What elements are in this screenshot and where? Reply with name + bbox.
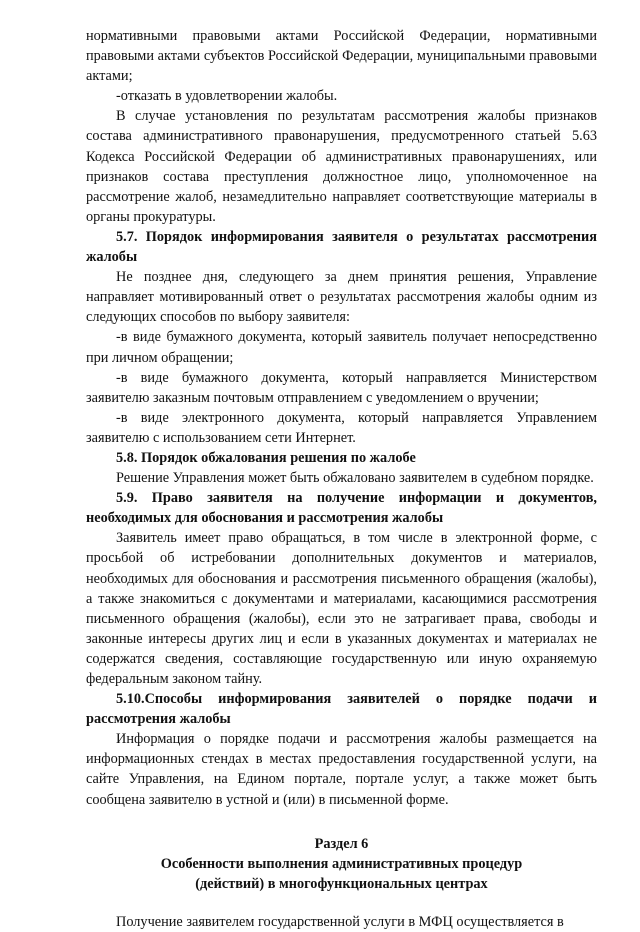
paragraph-information-stands: Информация о порядке подачи и рассмотрения жалобы размещается на информационных стендах в местах предоставления государственной услуги, на сайте Управления, на Едином портале, портале услуг, а также может быть сообщена заявителю в устной и (или) в письменной форме.: [86, 731, 597, 808]
paragraph-response-methods: Не позднее дня, следующего за днем принятия решения, Управление направляет мотивированный ответ о результатах рассмотрения жалобы одним из следующих способов по выбору заявителя:: [86, 269, 597, 326]
heading-5-7: 5.7. Порядок информирования заявителя о результатах рассмотрения жалобы: [86, 228, 597, 266]
paragraph-prosecution: В случае установления по результатам рассмотрения жалобы признаков состава административного правонарушения, предусмотренного статьей 5.63 Кодекса Российской Федерации об административных правонарушениях, или признаков состава преступления должностное лицо, уполномоченное на рассмотрение жалоб, незамедлительно направляет соответствующие материалы в органы прокуратуры.: [86, 108, 597, 225]
list-item-paper-personal: -в виде бумажного документа, который заявитель получает непосредственно при личном обращении;: [86, 329, 597, 366]
paragraph-applicant-rights: Заявитель имеет право обращаться, в том числе в электронной форме, с просьбой об истребовании дополнительных документов и материалов, необходимых для обоснования и рассмотрения письменного обращения (жалобы), а также знакомиться с документами и материалами, касающимися рассмотрения письменного обращения (жалобы), если это не затрагивает права, свободы и законные интересы других лиц и если в указанных документах и материалах не содержатся сведения, составляющие государственную или иную охраняемую федеральным законом тайну.: [86, 530, 597, 687]
list-item-paper-mail: -в виде бумажного документа, который направляется Министерством заявителю заказным почтовым отправлением с уведомлением о вручении;: [86, 369, 597, 406]
heading-5-8: 5.8. Порядок обжалования решения по жалобе: [116, 449, 416, 466]
paragraph-refuse: -отказать в удовлетворении жалобы.: [116, 88, 338, 105]
section-title-line1: Особенности выполнения административных процедур: [160, 855, 523, 872]
heading-5-10: 5.10.Способы информирования заявителей о порядке подачи и рассмотрения жалобы: [86, 691, 597, 728]
section-title-line2: (действий) в многофункциональных центрах: [195, 875, 488, 892]
list-item-electronic: -в виде электронного документа, который направляется Управлением заявителю с использованием сети Интернет.: [86, 409, 597, 446]
paragraph-court-appeal: Решение Управления может быть обжаловано заявителем в судебном порядке.: [116, 470, 594, 487]
paragraph-mfc: Получение заявителем государственной услуги в МФЦ осуществляется в: [116, 913, 564, 930]
paragraph-legal-acts: нормативными правовыми актами Российской Федерации, нормативными правовыми актами субъектов Российской Федерации, муниципальными правовыми актами;: [86, 28, 597, 85]
document-page: [86, 26, 597, 932]
section-heading: Раздел 6: [314, 835, 369, 852]
heading-5-9: 5.9. Право заявителя на получение информации и документов, необходимых для обоснования и рассмотрения жалобы: [86, 490, 597, 527]
